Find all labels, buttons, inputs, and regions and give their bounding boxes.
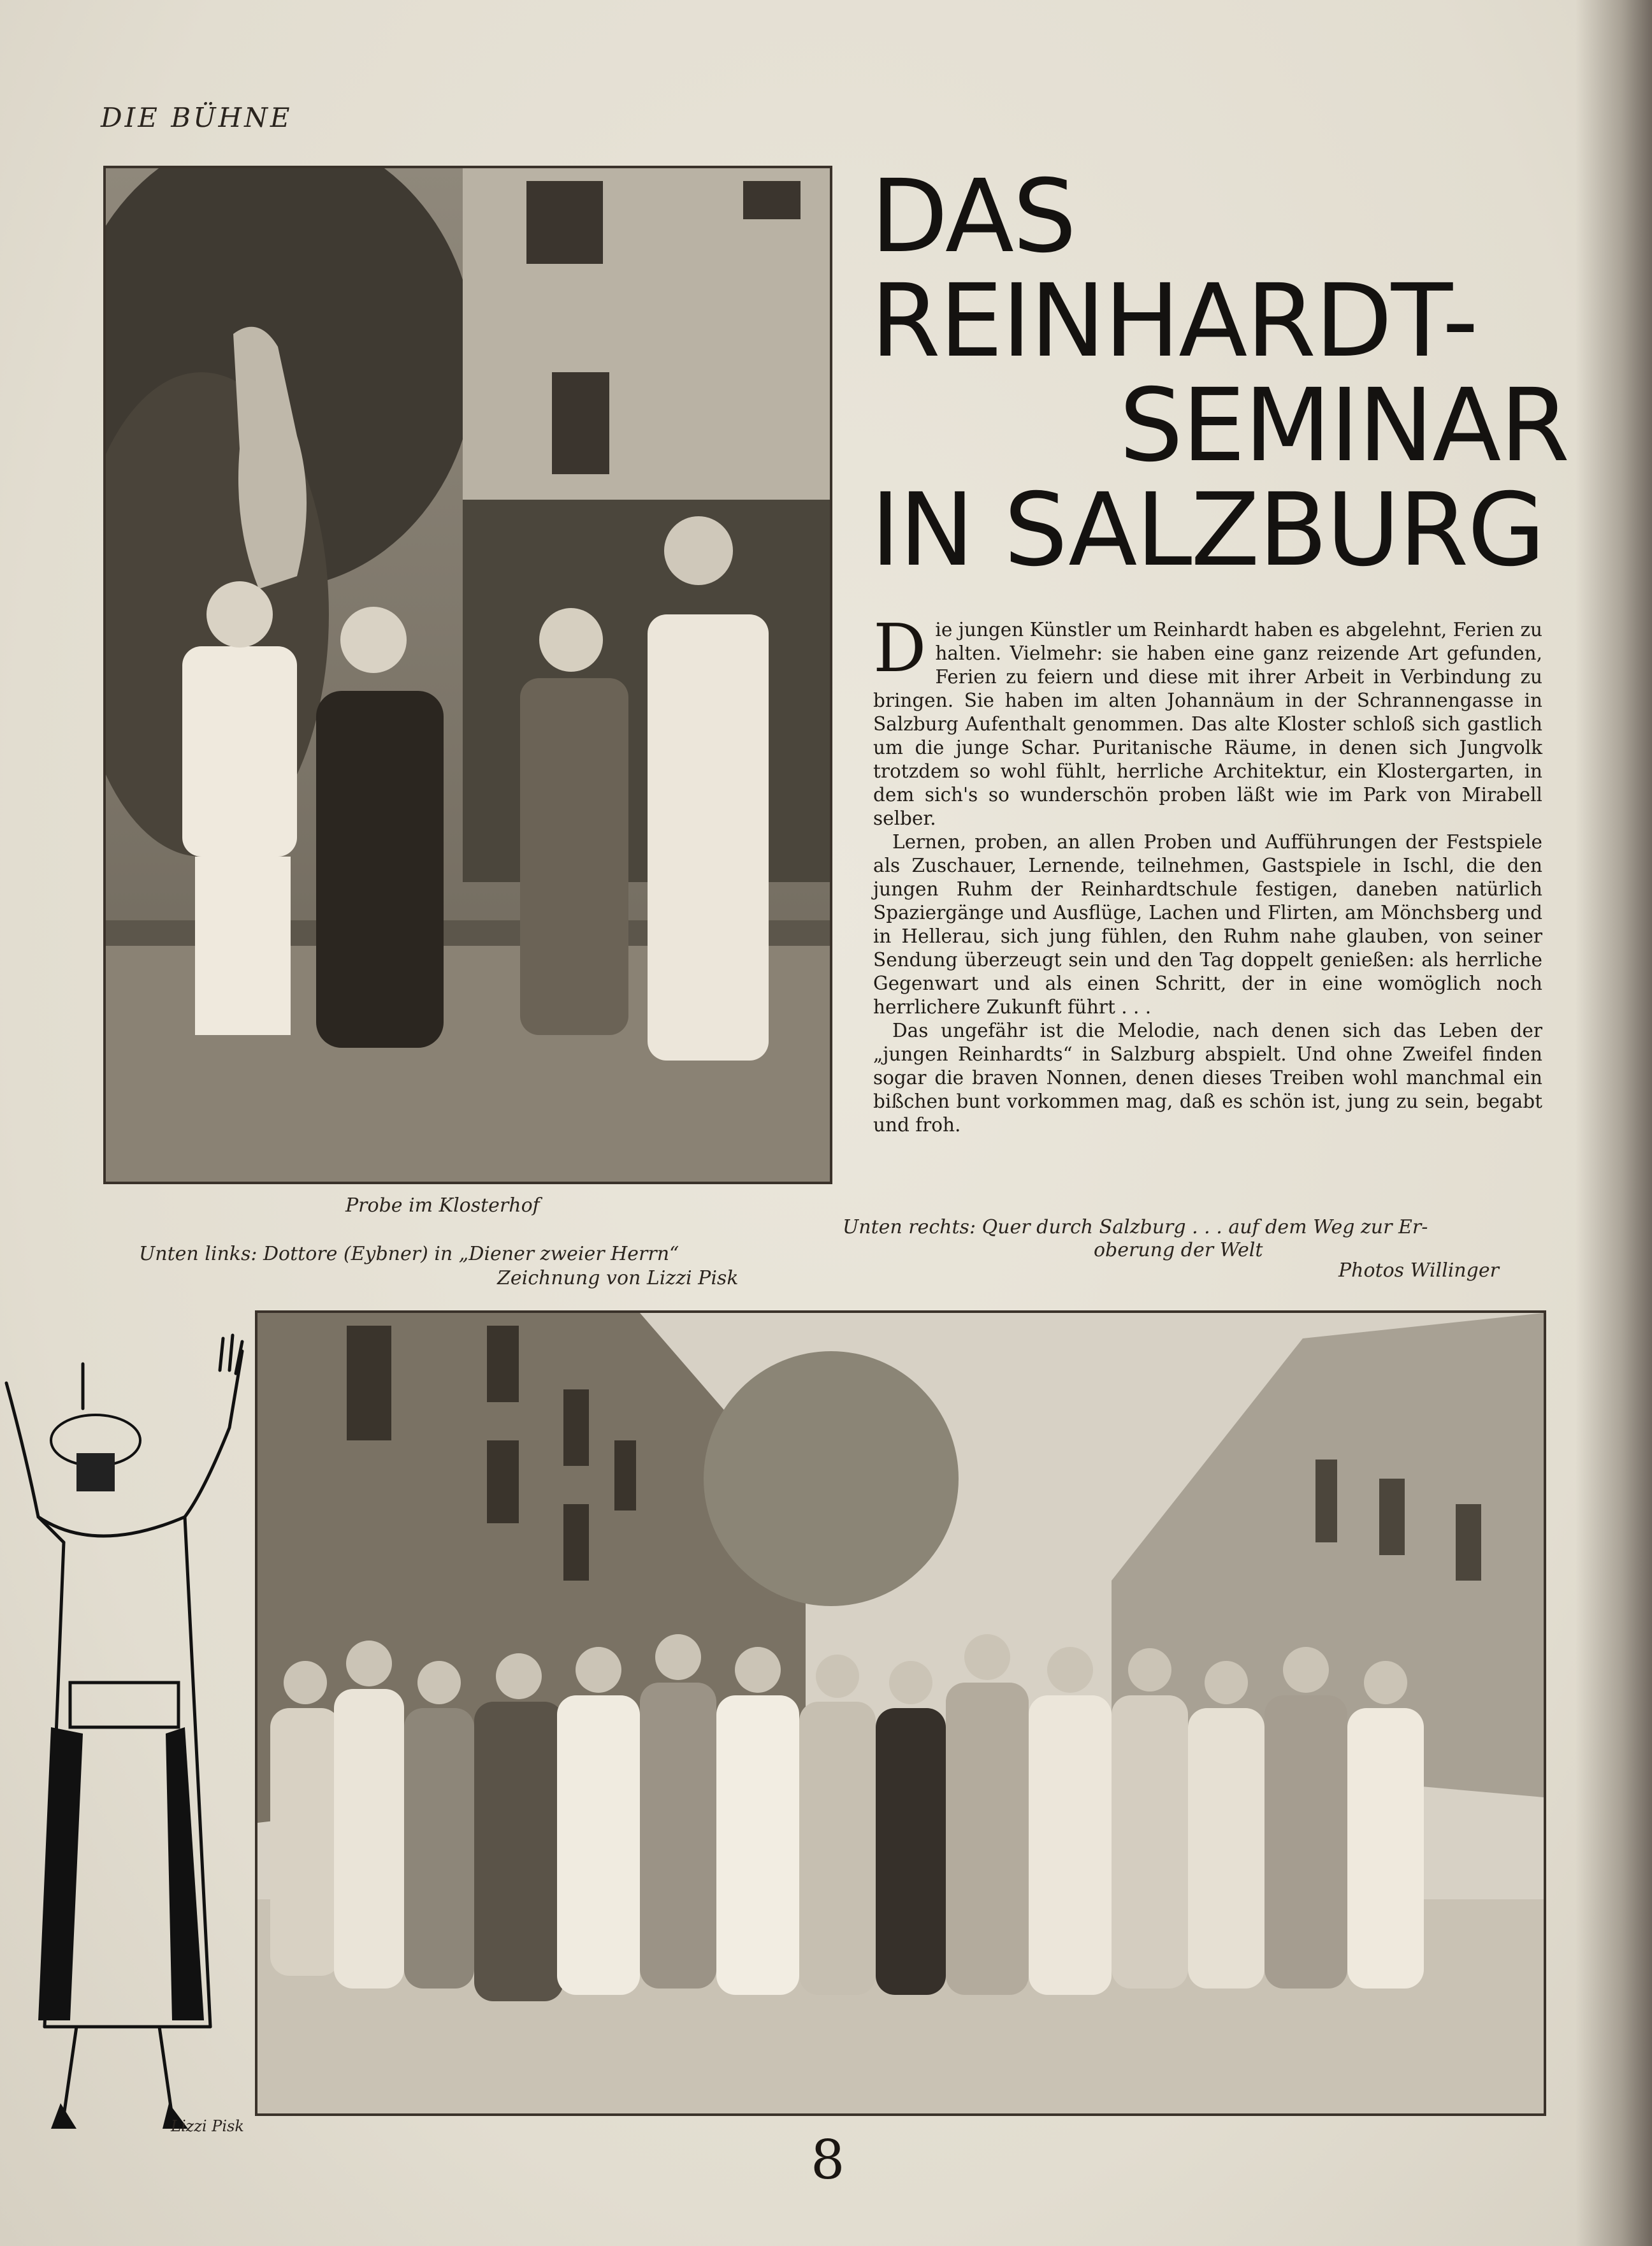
caption-left-line-2: Zeichnung von Lizzi Pisk — [497, 1267, 739, 1289]
title-line-3: SEMINAR — [1119, 367, 1569, 484]
photo-group-salzburg — [255, 1310, 1546, 2116]
running-head: DIE BÜHNE — [101, 102, 293, 133]
illustration-dottore — [0, 1326, 255, 2161]
photo-credit: Photos Willinger — [1338, 1259, 1499, 1282]
page-spine-shadow — [1576, 0, 1652, 2246]
article-paragraph-1 — [873, 609, 1542, 830]
page-number: 8 — [811, 2129, 845, 2191]
drawing-signature: Lizzi Pisk — [171, 2117, 244, 2135]
caption-left-line-1: Unten links: Dottore (Eybner) in „Diener zweier Herrn“ — [139, 1243, 679, 1265]
caption-top-photo: Probe im Klosterhof — [345, 1194, 540, 1217]
article-paragraph-2: Lernen, proben, an allen Proben und Aufführungen der Festspiele als Zuschauer, Lernende, teilnehmen, Gastspiele in Ischl, die den jungen Ruhm der Reinhardtschule festigen, daneben natürlich Spaziergänge und Ausflüge, Lachen und Flirten, am Mönchsberg und in Hellerau, sich jung fühlen, den Ruhm nahe glauben, von seiner Sendung überzeugt sein und den Tag doppelt genießen: als herrliche Gegenwart und als einen Schritt, der in eine womöglich noch herrlichere Zukunft führt . . . — [873, 831, 1542, 1018]
title-line-4: IN SALZBURG — [871, 472, 1544, 589]
title-line-2: REINHARDT- — [871, 263, 1477, 380]
article-title — [871, 158, 1569, 589]
photo-rehearsal-courtyard — [103, 166, 832, 1184]
article-body — [873, 609, 1542, 1137]
caption-right-line-2: oberung der Welt — [1094, 1239, 1263, 1261]
title-line-1: DAS — [871, 158, 1076, 275]
article-paragraph-3: Das ungefähr ist die Melodie, nach denen sich das Leben der „jungen Reinhardts“ in Salzburg abspielt. Und ohne Zweifel finden sogar die braven Nonnen, denen dieses Treiben wohl manchmal ein bißchen bunt vorkommen mag, daß es schön ist, jung zu sein, begabt und froh. — [873, 1020, 1542, 1136]
drop-cap: D — [873, 609, 927, 687]
caption-right-line-1: Unten rechts: Quer durch Salzburg . . . auf dem Weg zur Er- — [843, 1216, 1428, 1238]
paragraph-1-text: ie jungen Künstler um Reinhardt haben es abgelehnt, Ferien zu halten. Vielmehr: sie haben eine ganz reizende Art gefunden, Ferien zu feiern und diese mit ihrer Arbeit in Verbindung zu bringen. Sie haben im alten Johannäum in der Schrannengasse in Salzburg Aufenthalt genommen. Das alte Kloster schloß sich gastlich um die junge Schar. Puritanische Räume, in denen sich Jungvolk trotzdem so wohl fühlt, herrliche Architektur, ein Klostergarten, in dem sich's so wunderschön proben läßt wie im Park von Mirabell selber. — [873, 619, 1542, 829]
